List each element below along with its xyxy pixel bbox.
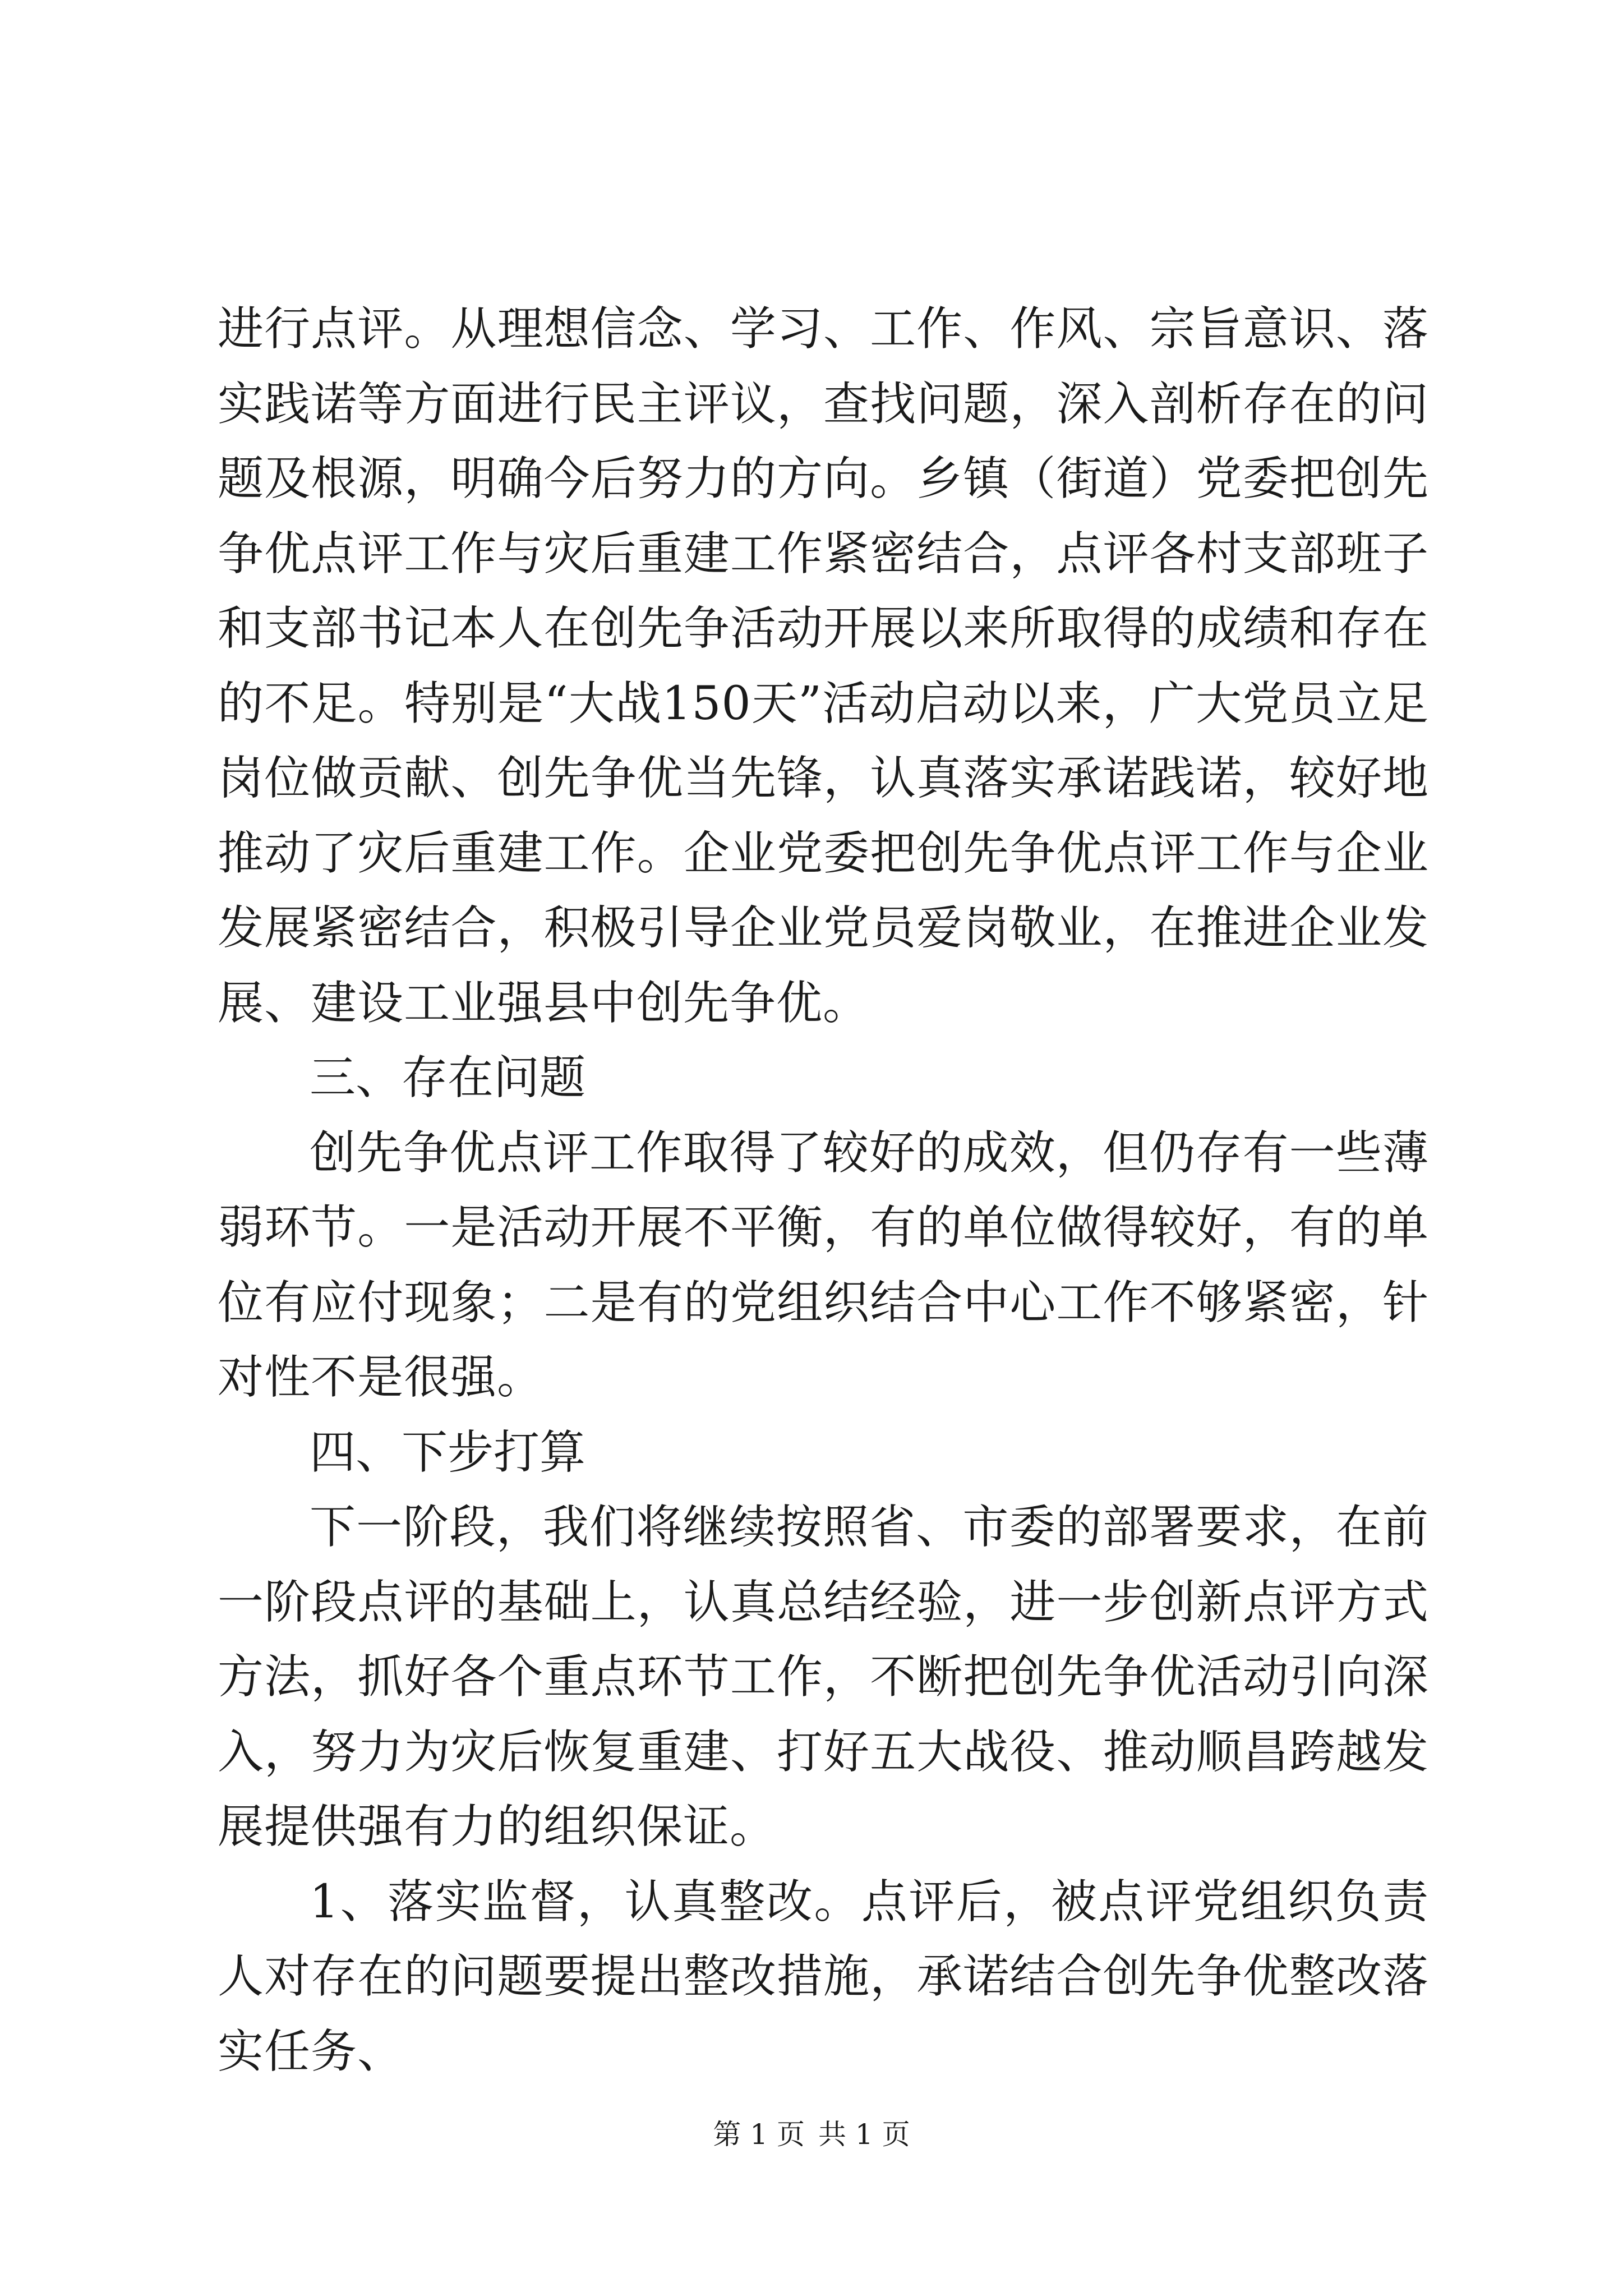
document-body [218, 292, 1429, 2089]
page-number: 第 1 页 [713, 2118, 805, 2151]
paragraph-problems: 创先争优点评工作取得了较好的成效，但仍存有一些薄弱环节。一是活动开展不平衡，有的单位做得较好，有的单位有应付现象；二是有的党组织结合中心工作不够紧密，针对性不是很强。 [218, 1126, 1429, 1404]
page-footer [0, 2115, 1623, 2154]
paragraph-item-1: 1、落实监督，认真整改。点评后，被点评党组织负责人对存在的问题要提出整改措施，承诺结合创先争优整改落实任务、 [218, 1875, 1429, 2078]
paragraph-next-steps: 下一阶段，我们将继续按照省、市委的部署要求，在前一阶段点评的基础上，认真总结经验，进一步创新点评方式方法，抓好各个重点环节工作，不断把创先争优活动引向深入，努力为灾后恢复重建、打好五大战役、推动顺昌跨越发展提供强有力的组织保证。 [218, 1501, 1429, 1853]
page-total: 共 1 页 [818, 2118, 910, 2151]
paragraph-review-content: 进行点评。从理想信念、学习、工作、作风、宗旨意识、落实践诺等方面进行民主评议，查找问题，深入剖析存在的问题及根源，明确今后努力的方向。乡镇（街道）党委把创先争优点评工作与灾后重建工作紧密结合，点评各村支部班子和支部书记本人在创先争活动开展以来所取得的成绩和存在的不足。特别是“大战150天”活动启动以来，广大党员立足岗位做贡献、创先争优当先锋，认真落实承诺践诺，较好地推动了灾后重建工作。企业党委把创先争优点评工作与企业发展紧密结合，积极引导企业党员爱岗敬业，在推进企业发展、建设工业强县中创先争优。 [218, 302, 1429, 1030]
section-heading-problems: 三、存在问题 [310, 1051, 586, 1105]
section-heading-next-steps: 四、下步打算 [310, 1425, 586, 1479]
